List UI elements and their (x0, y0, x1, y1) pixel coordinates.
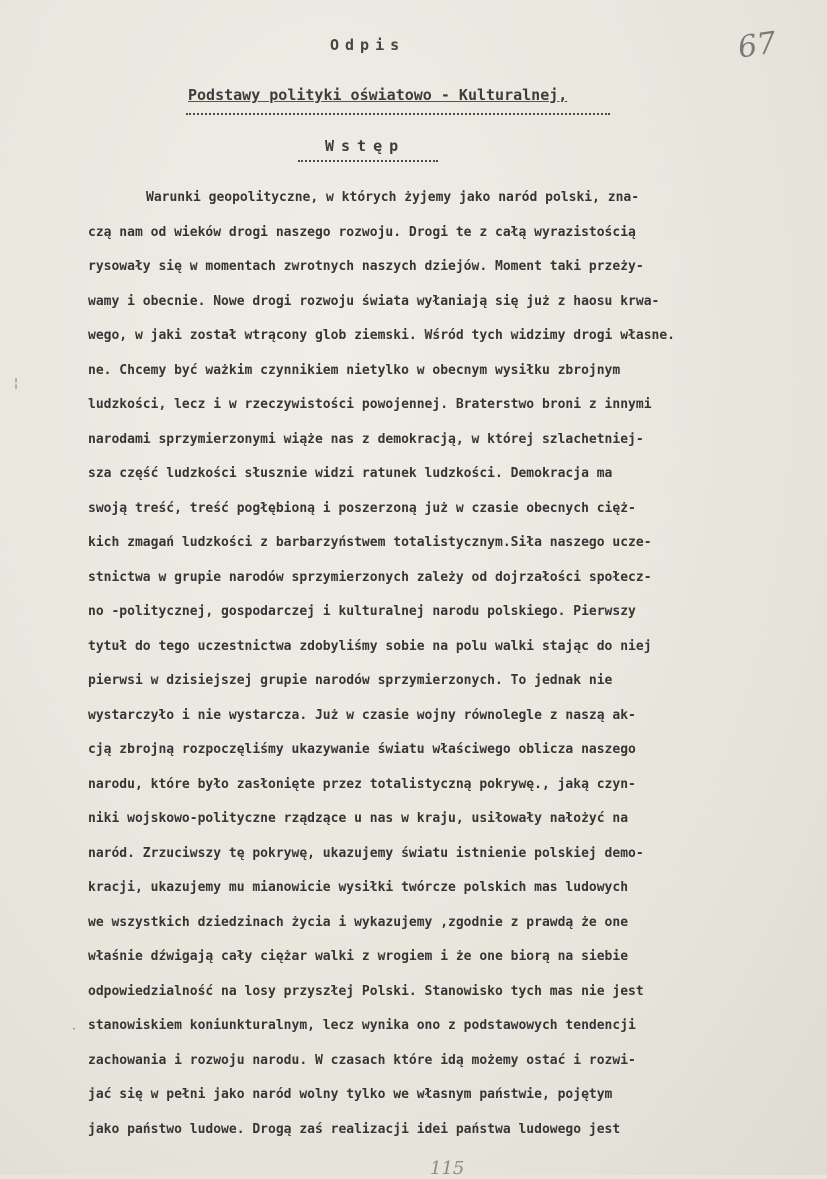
section-heading: Wstęp (325, 137, 406, 155)
body-line: kich zmagań ludzkości z barbarzyństwem totalistycznym.Siła naszego ucze- (88, 535, 652, 550)
subtitle-underline (186, 113, 610, 115)
body-line: zachowania i rozwoju narodu. W czasach które idą możemy ostać i rozwi- (88, 1052, 636, 1068)
document-subtitle: Podstawy polityki oświatowo - Kulturalnej, (188, 86, 568, 104)
body-line: swoją treść, treść pogłębioną i poszerzoną już w czasie obecnych cięż- (88, 500, 636, 516)
body-line: niki wojskowo-polityczne rządzące u nas w kraju, usiłowały nałożyć na (88, 811, 629, 826)
body-line: narodu, które było zasłonięte przez totalistyczną pokrywę., jaką czyn- (88, 776, 636, 792)
body-line: ne. Chcemy być ważkim czynnikiem nietylko w obecnym wysiłku zbrojnym (88, 362, 621, 378)
body-line: no -politycznej, gospodarczej i kulturalnej narodu polskiego. Pierwszy (88, 604, 636, 619)
body-line: wystarczyło i nie wystarcza. Już w czasie wojny równolegle z naszą ak- (88, 707, 636, 723)
body-line: stanowiskiem koniunkturalnym, lecz wynika ono z podstawowych tendencji (88, 1018, 636, 1033)
handwritten-bottom-mark: 115 (430, 1158, 465, 1179)
handwritten-page-number: 67 (735, 25, 779, 66)
body-line: jać się w pełni jako naród wolny tylko we własnym państwie, pojętym (88, 1087, 613, 1102)
document-title: Odpis (330, 36, 406, 54)
body-line: pierwsi w dzisiejszej grupie narodów sprzymierzonych. To jednak nie (88, 673, 613, 688)
margin-mark: ¦ (14, 376, 19, 390)
body-line: Warunki geopolityczne, w których żyjemy jako naród polski, zna- (146, 190, 640, 205)
body-line: właśnie dźwigają cały ciężar walki z wrogiem i że one biorą na siebie (88, 949, 629, 964)
body-line: stnictwa w grupie narodów sprzymierzonych zależy od dojrzałości społecz- (88, 569, 652, 585)
body-line: sza część ludzkości słusznie widzi ratunek ludzkości. Demokracja ma (88, 466, 613, 481)
body-line: tytuł do tego uczestnictwa zdobyliśmy sobie na polu walki stając do niej (88, 638, 652, 654)
body-line: we wszystkich dziedzinach życia i wykazujemy ,zgodnie z prawdą że one (88, 914, 629, 930)
body-line: naród. Zrzuciwszy tę pokrywę, ukazujemy światu istnienie polskiej demo- (88, 845, 644, 861)
margin-mark: · (72, 1022, 76, 1036)
heading-underline (298, 160, 438, 162)
body-line: wego, w jaki został wtrącony glob ziemski. Wśród tych widzimy drogi własne. (88, 328, 675, 343)
body-line: kracji, ukazujemy mu mianowicie wysiłki twórcze polskich mas ludowych (88, 880, 629, 895)
body-line: wamy i obecnie. Nowe drogi rozwoju świata wyłaniają się już z haosu krwa- (88, 293, 660, 309)
body-line: cją zbrojną rozpoczęliśmy ukazywanie światu właściwego oblicza naszego (88, 742, 636, 757)
body-line: rysowały się w momentach zwrotnych naszych dziejów. Moment taki przeży- (88, 259, 644, 274)
body-line: ludzkości, lecz i w rzeczywistości powojennej. Braterstwo broni z innymi (88, 397, 652, 412)
body-line: jako państwo ludowe. Drogą zaś realizacji idei państwa ludowego jest (88, 1121, 621, 1137)
body-line: odpowiedzialność na losy przyszłej Polski. Stanowisko tych mas nie jest (88, 983, 644, 999)
body-line: czą nam od wieków drogi naszego rozwoju. Drogi te z całą wyrazistością (88, 224, 636, 240)
body-line: narodami sprzymierzonymi wiąże nas z demokracją, w której szlachetniej- (88, 431, 644, 447)
